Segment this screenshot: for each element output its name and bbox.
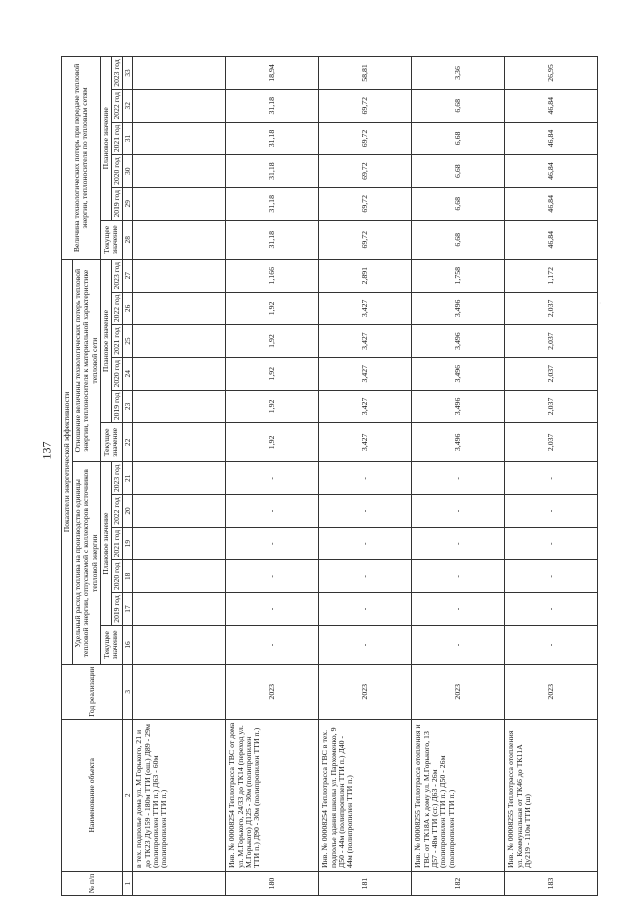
tech-loss-cell: 69,72 [319,89,412,122]
row-number: 180 [226,872,319,896]
column-number: 27 [123,259,133,292]
tech-loss-cell: 26,95 [505,57,598,90]
tech-loss-cell: 69,72 [319,122,412,155]
column-number: 26 [123,292,133,325]
header-current: Текущее значение [100,423,122,462]
fuel-rate-cell: - [412,593,505,626]
header-num: № п/п [62,872,123,896]
tech-loss-cell: 31,18 [226,220,319,259]
energy-efficiency-table [61,56,598,896]
table-row [412,57,505,896]
fuel-rate-cell [133,625,226,664]
table-row [319,57,412,896]
fuel-rate-cell: - [319,625,412,664]
fuel-rate-cell: - [226,560,319,593]
tech-loss-cell: 31,18 [226,89,319,122]
loss-ratio-cell: 2,037 [505,325,598,358]
fuel-rate-cell: - [412,495,505,528]
tech-loss-cell: 69,72 [319,220,412,259]
fuel-rate-cell: - [319,560,412,593]
loss-ratio-cell: 3,427 [319,423,412,462]
loss-ratio-cell: 3,496 [412,390,505,423]
loss-ratio-cell [133,325,226,358]
loss-ratio-cell: 1,92 [226,292,319,325]
fuel-rate-cell: - [319,495,412,528]
tech-loss-cell [133,155,226,188]
loss-ratio-cell: 3,496 [412,423,505,462]
loss-ratio-cell: 1,172 [505,259,598,292]
fuel-rate-cell: - [505,560,598,593]
column-number: 23 [123,390,133,423]
column-number: 22 [123,423,133,462]
header-year-cell: 2023 год [111,259,122,292]
header-year-cell: 2021 год [111,122,122,155]
header-section: Показатели энергетической эффективности [62,259,73,664]
column-number: 32 [123,89,133,122]
header-year-cell: 2023 год [111,462,122,495]
loss-ratio-cell [133,423,226,462]
loss-ratio-cell: 3,496 [412,292,505,325]
tech-loss-cell: 46,84 [505,155,598,188]
column-number: 20 [123,495,133,528]
header-year-cell: 2020 год [111,155,122,188]
tech-loss-cell: 58,81 [319,57,412,90]
header-year-cell: 2022 год [111,292,122,325]
header-current: Текущее значение [100,220,122,259]
header-year-cell: 2022 год [111,495,122,528]
loss-ratio-cell: 2,891 [319,259,412,292]
fuel-rate-cell [133,593,226,626]
realization-year [133,665,226,719]
column-number: 24 [123,357,133,390]
tech-loss-cell: 6,68 [412,220,505,259]
fuel-rate-cell [133,495,226,528]
fuel-rate-cell: - [412,625,505,664]
rotated-table-sheet [61,56,581,896]
loss-ratio-cell: 2,037 [505,292,598,325]
header-planned: Плановое значение [100,57,111,221]
scan-noise: · [598,302,604,304]
header-group-3: Величина технологических потерь при передаче тепловой энергии, теплоносителя по тепловым сетям [62,57,101,260]
tech-loss-cell: 31,18 [226,155,319,188]
column-number: 19 [123,527,133,560]
column-number: 17 [123,593,133,626]
fuel-rate-cell: - [412,527,505,560]
tech-loss-cell: 69,72 [319,187,412,220]
fuel-rate-cell [133,462,226,495]
fuel-rate-cell: - [412,462,505,495]
loss-ratio-cell: 3,427 [319,390,412,423]
fuel-rate-cell: - [505,527,598,560]
fuel-rate-cell: - [226,495,319,528]
tech-loss-cell [133,57,226,90]
column-number-row [123,57,133,896]
fuel-rate-cell: - [226,625,319,664]
fuel-rate-cell: - [505,593,598,626]
loss-ratio-cell: 3,496 [412,357,505,390]
tech-loss-cell: 6,68 [412,187,505,220]
object-name: Инв. № 00008254 Теплотрасса ГВС в тех. подполье здания школы ул. Пархоменко, 9 Д50 - 44м (полипропилен ТТИ п.) Д40 - 44м (полипропилен ТТИ п.) [319,719,412,872]
loss-ratio-cell: 1,92 [226,325,319,358]
row-number [133,872,226,896]
column-number: 31 [123,122,133,155]
realization-year: 2023 [412,665,505,719]
column-number: 3 [123,665,133,719]
header-year-cell: 2019 год [111,187,122,220]
row-number: 183 [505,872,598,896]
tech-loss-cell [133,187,226,220]
fuel-rate-cell: - [319,593,412,626]
tech-loss-cell: 3,36 [412,57,505,90]
loss-ratio-cell: 2,037 [505,357,598,390]
fuel-rate-cell: - [505,625,598,664]
loss-ratio-cell: 3,427 [319,292,412,325]
tech-loss-cell [133,89,226,122]
column-number: 25 [123,325,133,358]
loss-ratio-cell [133,357,226,390]
tech-loss-cell: 46,84 [505,122,598,155]
header-current: Текущее значение [100,625,122,664]
column-number: 28 [123,220,133,259]
tech-loss-cell: 6,68 [412,122,505,155]
tech-loss-cell: 6,68 [412,155,505,188]
table-row [505,57,598,896]
loss-ratio-cell: 1,92 [226,423,319,462]
column-number: 2 [123,719,133,872]
header-year-cell: 2021 год [111,527,122,560]
realization-year: 2023 [319,665,412,719]
loss-ratio-cell: 3,427 [319,325,412,358]
column-number: 30 [123,155,133,188]
object-name: Инв. № 00008255 Теплотрасса отопления и ГВС от ТК18А к дому ул. М.Горького, 13 Д57 - 48м ТТИ (сг.) Д63 - 26м (полипропилен ТТИ п.) Д50 - 26м (полипропилен ТТИ п.) [412,719,505,872]
header-year-cell: 2019 год [111,390,122,423]
loss-ratio-cell: 2,037 [505,423,598,462]
header-year-cell: 2019 год [111,593,122,626]
tech-loss-cell: 46,84 [505,187,598,220]
tech-loss-cell: 18,94 [226,57,319,90]
tech-loss-cell: 31,18 [226,122,319,155]
header-group-2: Отношение величины технологических потерь тепловой энергии, теплоносителя к материальной характеристике тепловой сети [73,259,101,462]
loss-ratio-cell: 3,496 [412,325,505,358]
column-number: 33 [123,57,133,90]
loss-ratio-cell [133,390,226,423]
header-year-cell: 2020 год [111,560,122,593]
table-row [133,57,226,896]
tech-loss-cell: 31,18 [226,187,319,220]
header-year: Год реализации [62,665,123,719]
object-name: в тех. подполье дома ул. М.Горького, 21 и до ТК23 Ду159 - 180м ТТИ (ош.) Д89 - 29м (полипропилен ТТИ п.) Д63 - 60м (полипропилен ТТИ п.) [133,719,226,872]
fuel-rate-cell: - [412,560,505,593]
loss-ratio-cell: 1,92 [226,357,319,390]
fuel-rate-cell: - [226,593,319,626]
header-year-cell: 2022 год [111,89,122,122]
fuel-rate-cell [133,527,226,560]
tech-loss-cell [133,122,226,155]
column-number: 18 [123,560,133,593]
row-number: 181 [319,872,412,896]
header-group-1: Удельный расход топлива на производство единицы тепловой энергии, отпускаемой с коллекторов источников тепловой энергии [73,462,101,665]
object-name: Инв. № 00008254 Теплотрасса ТВС от дома ул. М.Горького, 24/33 до ТК14 (переход ул. М.Горького) Д125 - 30м (полипропилен ТТИ п.) Д90 - 30м (полипропилен ТТИ п.) [226,719,319,872]
loss-ratio-cell [133,259,226,292]
realization-year: 2023 [226,665,319,719]
header-year-cell: 2023 год [111,57,122,90]
table-row [226,57,319,896]
fuel-rate-cell [133,560,226,593]
fuel-rate-cell: - [505,462,598,495]
tech-loss-cell: 6,68 [412,89,505,122]
fuel-rate-cell: - [226,527,319,560]
column-number: 1 [123,872,133,896]
header-planned: Плановое значение [100,462,111,625]
loss-ratio-cell: 1,92 [226,390,319,423]
fuel-rate-cell: - [319,462,412,495]
realization-year: 2023 [505,665,598,719]
tech-loss-cell: 69,72 [319,155,412,188]
loss-ratio-cell: 3,427 [319,357,412,390]
header-year-cell: 2020 год [111,357,122,390]
row-number: 182 [412,872,505,896]
column-number: 21 [123,462,133,495]
tech-loss-cell: 46,84 [505,220,598,259]
fuel-rate-cell: - [226,462,319,495]
tech-loss-cell: 46,84 [505,89,598,122]
loss-ratio-cell: 1,166 [226,259,319,292]
column-number: 29 [123,187,133,220]
header-name: Наименование объекта [62,719,123,872]
loss-ratio-cell [133,292,226,325]
fuel-rate-cell: - [505,495,598,528]
tech-loss-cell [133,220,226,259]
header-year-cell: 2021 год [111,325,122,358]
loss-ratio-cell: 2,037 [505,390,598,423]
fuel-rate-cell: - [319,527,412,560]
column-number: 16 [123,625,133,664]
page-number: 137 [39,441,54,460]
loss-ratio-cell: 1,758 [412,259,505,292]
header-planned: Плановое значение [100,259,111,422]
object-name: Инв. № 00008255 Теплотрасса отопления ул. Коммунальная от ТК46 до ТК11А Ду219 - 110м ТТИ (ш) [505,719,598,872]
